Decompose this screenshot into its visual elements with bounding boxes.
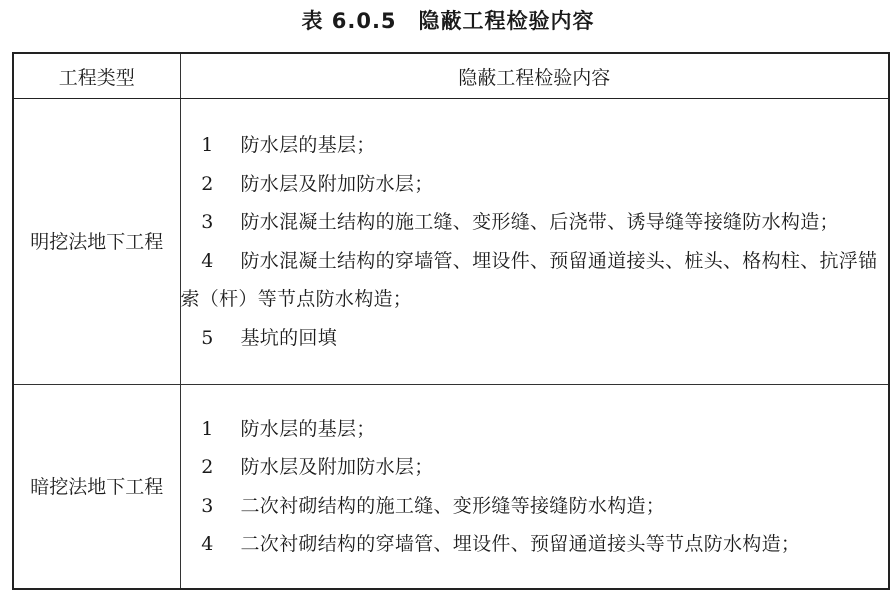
item-text: 防水混凝土结构的穿墙管、埋设件、预留通道接头、桩头、格构柱、抗浮锚索（杆）等节点防水构造； [180,249,878,310]
table-row-open-cut [13,99,889,385]
list-item [181,410,889,449]
project-type-cell: 暗挖法地下工程 [13,385,180,590]
item-text: 基坑的回填 [240,326,338,349]
item-text: 二次衬砌结构的穿墙管、埋设件、预留通道接头等节点防水构造； [240,533,801,555]
item-text: 二次衬砌结构的施工缝、变形缝等接缝防水构造； [240,494,666,517]
item-text: 防水层及附加防水层； [240,456,434,478]
inspection-items-cell [180,385,889,590]
project-type-cell: 明挖法地下工程 [13,99,180,385]
list-item [181,165,889,204]
table-title: 隐蔽工程检验内容 [418,9,595,33]
inspection-items-cell [180,99,889,385]
item-number: 2 [201,172,214,195]
list-item [181,319,889,358]
item-text: 防水层的基层； [240,134,376,156]
item-number: 3 [201,211,214,233]
item-number: 4 [201,533,214,555]
list-item [181,448,889,487]
table-number: 表 6.0.5 [301,9,397,33]
list-item [181,242,889,319]
item-number: 3 [201,494,214,517]
item-text: 防水混凝土结构的施工缝、变形缝、后浇带、诱导缝等接缝防水构造； [240,211,839,233]
inspection-table [12,52,890,590]
list-item [181,126,889,165]
item-text: 防水层及附加防水层； [240,172,434,195]
header-inspection-content: 隐蔽工程检验内容 [180,53,889,99]
item-number: 2 [201,456,214,478]
list-item [181,525,889,564]
item-number: 4 [201,249,214,272]
list-item [181,487,889,526]
table-row-mining [13,385,889,590]
header-project-type: 工程类型 [13,53,180,99]
item-number: 1 [201,134,214,156]
table-caption [0,4,896,38]
item-text: 防水层的基层； [240,417,376,440]
item-number: 5 [201,326,214,349]
list-item [181,203,889,242]
item-number: 1 [201,417,214,440]
header-row [13,53,889,99]
